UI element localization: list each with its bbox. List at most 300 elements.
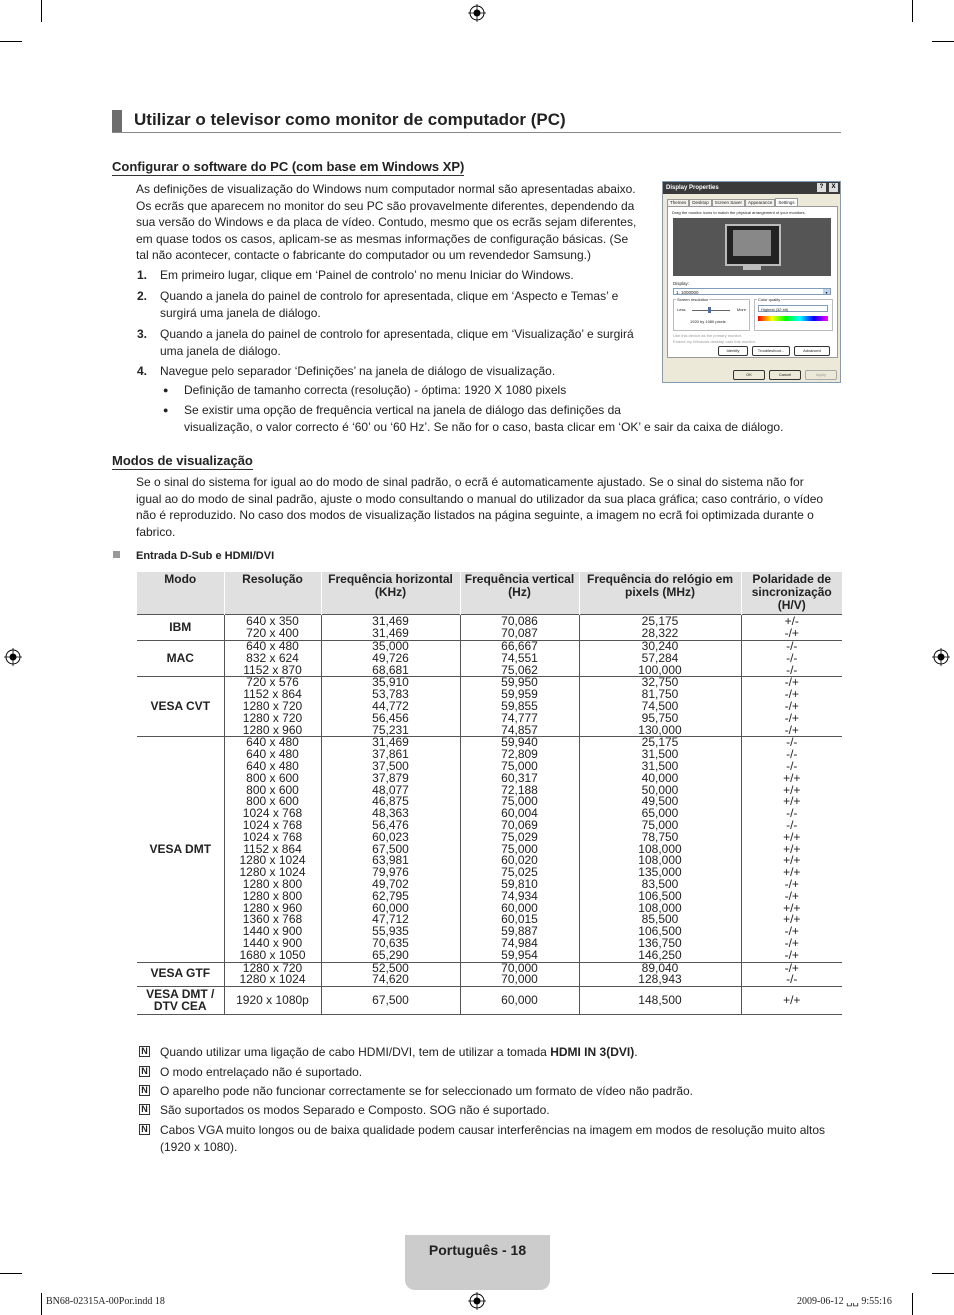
cell-value: 832 x 624 [246,650,299,665]
clk-cell [579,962,741,987]
cell-value: 70,000 [501,972,538,987]
note-line-text: O modo entrelaçado não é suportado. [160,1065,363,1079]
cell-value: -/+ [784,924,799,939]
cell-value: 1360 x 768 [242,912,303,927]
resolution-label: Screen resolution [677,297,709,302]
cell-value: 57,284 [641,650,679,665]
vf-cell [460,987,579,1015]
note-bold-text: HDMI IN 3(DVI) [550,1045,635,1059]
cell-value: -/+ [784,675,799,690]
note-line [160,1083,840,1100]
mode-cell: VESA CVT [137,677,224,737]
cell-value: 75,062 [501,662,538,677]
cell-value: 640 x 480 [246,747,299,762]
note-line [160,1139,840,1156]
section-heading-pc-software: Configurar o software do PC (com base em Windows XP) [112,159,465,174]
registration-mark-icon [932,648,950,666]
color-quality-value: Highest (32 bit) [761,307,789,312]
pol-cell [741,962,842,987]
cell-value: 1280 x 720 [242,960,303,975]
pol-cell [741,677,842,737]
table-row [137,615,842,641]
cell-value: -/+ [784,722,799,737]
hf-cell [321,962,460,987]
mode-cell: MAC [137,641,224,677]
cell-value: 81,750 [641,687,679,702]
cell-value: 52,500 [372,960,409,975]
cell-value: 53,783 [372,687,409,702]
cell-value: 640 x 480 [246,735,299,750]
cell-value: 1152 x 864 [243,687,302,702]
cell-value: -/- [786,817,798,832]
cell-value: 1280 x 960 [242,900,303,915]
resolution-value: 1920 by 1080 pixels [690,319,726,324]
cell-value: 800 x 600 [246,782,299,797]
cell-value: 48,077 [372,782,409,797]
cell-value: 106,500 [638,924,682,939]
square-bullet-icon [113,551,120,558]
cell-value: 108,000 [638,841,682,856]
ok-button[interactable]: OK [733,370,765,380]
display-modes-table [137,572,842,1015]
cell-value: 1280 x 1024 [239,853,306,868]
pol-cell [741,641,842,677]
help-button[interactable]: ? [817,183,826,192]
cell-value: 66,667 [501,639,538,653]
primary-monitor-checkbox[interactable]: Use this device as the primary monitor. [673,333,742,338]
step-number: 4. [137,364,148,378]
cell-value: 40,000 [641,770,679,785]
table-row [137,962,842,987]
hf-cell [321,641,460,677]
cell-value: +/+ [783,829,801,844]
advanced-button[interactable]: Advanced [794,346,830,356]
resolution-slider[interactable] [692,310,730,311]
note-icon: N [139,1066,150,1077]
res-cell [224,615,321,641]
bullet-text: Se existir uma opção de frequência vertical na janela de diálogo das definições da [184,403,621,417]
cell-value: 59,810 [501,876,538,891]
cell-value: +/+ [783,865,801,880]
crop-mark [912,0,913,22]
cell-value: 59,855 [501,698,538,713]
cell-value: 63,981 [372,853,409,868]
res-cell [224,677,321,737]
bullet-text: Definição de tamanho correcta (resolução) - óptima: 1920 X 1080 pixels [184,383,567,397]
table-row [137,641,842,677]
cell-value: -/- [786,735,798,750]
clk-cell [579,677,741,737]
color-quality-group [754,299,833,331]
cell-value: 74,551 [501,650,538,665]
display-select[interactable] [673,288,831,295]
cell-value: 1920 x 1080p [236,992,309,1007]
cell-value: -/- [786,806,798,821]
tab-settings[interactable]: Settings [775,198,797,206]
cell-value: 47,712 [372,912,409,927]
cell-value: 49,726 [372,650,409,665]
res-cell [224,641,321,677]
cell-value: 67,500 [372,841,409,856]
note-line-text: (1920 x 1080). [160,1139,238,1154]
cell-value: 49,500 [641,794,679,809]
registration-mark-icon [4,648,22,666]
cancel-button[interactable]: Cancel [769,370,801,380]
cell-value: -/+ [784,698,799,713]
cell-value: 25,175 [641,735,679,750]
paragraph-line: fabrico. [136,524,176,539]
clk-cell [579,737,741,962]
section-heading-display-modes: Modos de visualização [112,453,253,468]
page-number: Português - 18 [428,1242,527,1258]
step-text: surgirá uma janela de diálogo. [160,305,321,320]
cell-value: 74,620 [372,972,409,987]
table-row [137,737,842,962]
note-text [160,1064,840,1081]
res-cell [224,962,321,987]
cell-value: 75,029 [501,829,538,844]
intro-line: As definições de visualização do Windows num computador normal são apresentadas abaixo. [136,182,636,196]
color-quality-label: Color quality [758,297,781,302]
cell-value: +/+ [783,912,801,927]
color-quality-select[interactable] [758,305,828,312]
cell-value: -/+ [784,687,799,702]
table-row [137,987,842,1015]
page-title-bar [112,110,841,133]
crop-mark [41,0,42,22]
cell-value: 1440 x 900 [242,935,303,950]
cell-value: 70,069 [501,817,538,832]
cell-value: 67,500 [372,992,409,1007]
cell-value: 62,795 [372,888,409,903]
step-item [137,363,555,380]
slider-handle[interactable] [708,307,711,313]
cell-value: 1280 x 800 [242,876,303,891]
display-properties-dialog [662,181,841,383]
mode-cell: VESA GTF [137,962,224,987]
cell-value: 800 x 600 [246,794,299,809]
dialog-tabs [667,198,798,206]
cell-value: 74,777 [501,710,538,725]
note-icon: N [139,1104,150,1115]
mode-cell: VESA DMT / DTV CEA [137,987,224,1015]
cell-value: 1024 x 768 [242,817,303,832]
cell-value: 65,000 [641,806,679,821]
note-text [160,1044,840,1061]
cell-value: 70,087 [501,625,538,640]
cell-value: 75,231 [372,722,409,737]
column-header: Modo [137,572,224,615]
hf-cell [321,737,460,962]
cell-value: -/- [786,747,798,762]
cell-value: -/- [786,639,798,653]
step-text: uma janela de diálogo. [160,343,281,358]
hf-cell [321,615,460,641]
chevron-down-icon: ▾ [823,289,830,294]
file-slug: BN68-02315A-00Por.indd 18 [46,1296,165,1307]
cell-value: 1280 x 960 [242,722,303,737]
cell-value: 35,910 [372,675,409,690]
cell-value: 32,750 [641,675,679,690]
tab-desktop[interactable]: Desktop [689,199,712,207]
cell-value: 60,015 [501,912,538,927]
pol-cell [741,987,842,1015]
identify-button[interactable]: Identify [718,346,748,356]
more-label: More [736,307,746,312]
cell-value: +/+ [783,770,801,785]
cell-value: -/- [786,662,798,677]
step-number: 3. [137,327,148,341]
vf-cell [460,677,579,737]
note-line [160,1064,840,1081]
crop-mark [932,1273,954,1274]
display-modes-paragraph [136,474,823,540]
cell-value: 59,950 [501,675,538,690]
cell-value: 108,000 [638,853,682,868]
cell-value: 78,750 [641,829,679,844]
cell-value: 37,861 [372,747,409,762]
clk-cell [579,615,741,641]
cell-value: -/+ [784,960,799,975]
note-icon: N [139,1046,150,1057]
tab-themes[interactable]: Themes [667,199,689,207]
note-text [160,1083,840,1100]
mode-cell: IBM [137,615,224,641]
bullet-text: visualização, o valor correcto é ‘60’ ou ‘60 Hz’. Se não for o caso, basta clicar em ‘OK’ e sair da caixa de diálogo. [184,419,784,434]
cell-value: 31,500 [641,758,679,773]
cell-value: 83,500 [641,876,679,891]
cell-value: 70,086 [501,613,538,628]
cell-value: 31,469 [372,613,409,628]
cell-value: 72,188 [501,782,538,797]
note-line [160,1102,840,1119]
cell-value: 89,040 [641,960,679,975]
less-label: Less [677,307,686,312]
cell-value: 59,954 [501,947,538,962]
cell-value: +/+ [783,992,801,1007]
cell-value: 146,250 [638,947,682,962]
note-line [160,1122,840,1139]
cell-value: 1280 x 800 [242,888,303,903]
step-item [137,326,634,359]
cell-value: 59,940 [501,735,538,750]
cell-value: 74,984 [501,935,538,950]
cell-value: 60,000 [372,900,409,915]
cell-value: 148,500 [638,992,682,1007]
page-title: Utilizar o televisor como monitor de computador (PC) [134,110,566,129]
cell-value: 95,750 [641,710,679,725]
column-header: Resolução [224,572,321,615]
tab-appearance[interactable]: Appearance [745,199,775,207]
dialog-titlebar [663,182,840,194]
cell-value: 1280 x 720 [242,698,303,713]
close-button[interactable]: X [829,183,838,192]
note-line-text: Quando utilizar uma ligação de cabo HDMI/DVI, tem de utilizar a tomada [160,1045,551,1059]
cell-value: 1440 x 900 [242,924,303,939]
intro-paragraph [136,181,636,264]
pol-cell [741,615,842,641]
vf-cell [460,737,579,962]
registration-mark-icon [468,1292,486,1310]
cell-value: 75,000 [501,841,538,856]
step-text: Em primeiro lugar, clique em ‘Painel de controlo’ no menu Iniciar do Windows. [160,268,574,282]
cell-value: 65,290 [372,947,409,962]
column-header: Polaridade de sincronização (H/V) [741,572,842,615]
cell-value: 108,000 [638,900,682,915]
note-icon: N [139,1085,150,1096]
crop-mark [41,1293,42,1315]
clk-cell [579,987,741,1015]
cell-value: +/+ [783,900,801,915]
resolution-group [673,299,750,331]
vf-cell [460,641,579,677]
cell-value: 48,363 [372,806,409,821]
column-header: Frequência horizontal (KHz) [321,572,460,615]
cell-value: -/+ [784,625,799,640]
cell-value: 44,772 [372,698,409,713]
cell-value: 640 x 480 [246,758,299,773]
cell-value: +/- [784,613,799,628]
cell-value: 28,322 [641,625,679,640]
intro-line: sua versão do Windows e da placa de vídeo. Contudo, mesmo que os ecrãs sejam diferentes, [136,215,637,230]
note-text [160,1122,840,1155]
cell-value: 74,500 [641,698,679,713]
crop-mark [932,41,954,42]
cell-value: -/+ [784,935,799,950]
cell-value: 74,857 [501,722,538,737]
clk-cell [579,641,741,677]
cell-value: 35,000 [372,639,409,653]
cell-value: 85,500 [641,912,679,927]
cell-value: 60,004 [501,806,538,821]
monitor-icon[interactable] [725,224,781,266]
dialog-title: Display Properties [666,185,719,191]
display-label: Display: [673,281,690,286]
cell-value: -/- [786,972,798,987]
cell-value: 106,500 [638,888,682,903]
cell-value: 31,469 [372,625,409,640]
cell-value: 136,750 [638,935,682,950]
paragraph-line: igual ao do modo de sinal padrão, ajuste o modo consultando o manual do utilizador da sua placa gráfica; caso contrário, o vídeo [136,491,824,506]
step-text: Quando a janela do painel de controlo for apresentada, clique em ‘Visualização’ e surgirá [160,327,634,341]
note-line [160,1044,840,1061]
cell-value: 72,809 [501,747,538,762]
title-block-icon [112,110,122,132]
extend-desktop-checkbox[interactable]: Extend my Windows desktop onto this monitor. [673,339,756,344]
registration-mark-icon [468,4,486,22]
cell-value: 60,020 [501,853,538,868]
page-number-tab [405,1235,550,1290]
cell-value: -/+ [784,888,799,903]
note-line-text: Cabos VGA muito longos ou de baixa qualidade podem causar interferências na imagem em modos de resolução muito altos [160,1123,826,1137]
cell-value: 1280 x 1024 [239,972,306,987]
step-number: 2. [137,289,148,303]
cell-value: 31,469 [372,735,409,750]
cell-value: 100,000 [638,662,682,677]
cell-value: 1024 x 768 [242,806,303,821]
cell-value: 75,025 [501,865,538,880]
cell-value: 30,240 [641,639,679,653]
note-after-text: . [634,1045,638,1059]
cell-value: 60,000 [501,992,538,1007]
cell-value: -/- [786,650,798,665]
cell-value: 135,000 [638,865,682,880]
step-item [137,288,618,321]
bullet-item [163,382,566,399]
cell-value: 1280 x 1024 [239,865,306,880]
cell-value: 49,702 [372,876,409,891]
intro-line: Os ecrãs que aparecem no monitor do seu PC são provavelmente diferentes, dependendo da [136,198,635,213]
cell-value: 1680 x 1050 [239,947,306,962]
cell-value: 720 x 576 [246,675,299,690]
troubleshoot-button[interactable]: Troubleshoot... [752,346,790,356]
cell-value: 1280 x 720 [242,710,303,725]
pol-cell [741,737,842,962]
cell-value: 75,000 [501,794,538,809]
hf-cell [321,677,460,737]
vf-cell [460,615,579,641]
display-value: 1. 1000000 [676,290,699,295]
cell-value: 59,887 [501,924,538,939]
apply-button[interactable]: Apply [805,370,837,380]
cell-value: 1024 x 768 [242,829,303,844]
step-text: Quando a janela do painel de controlo for apresentada, clique em ‘Aspecto e Temas’ e [160,289,619,303]
cell-value: 60,023 [372,829,409,844]
intro-line: em quase todos os casos, aplicam-se as mesmas informações de configuração básicas. (Se [136,231,629,246]
cell-value: 25,175 [641,613,679,628]
step-number: 1. [137,268,148,282]
cell-value: -/+ [784,710,799,725]
cell-value: +/+ [783,782,801,797]
cell-value: 60,317 [501,770,538,785]
bullet-item [163,402,783,435]
res-cell [224,987,321,1015]
date-slug: 2009-06-12 ␣␣ 9:55:16 [797,1296,892,1307]
hf-cell [321,987,460,1015]
tab-screen-saver[interactable]: Screen Saver [712,199,745,207]
cell-value: 60,000 [501,900,538,915]
cell-value: +/+ [783,794,801,809]
intro-line: tal não acontecer, contacte o fabricante do computador ou um revendedor Samsung.) [136,248,591,263]
cell-value: 75,000 [501,758,538,773]
cell-value: +/+ [783,853,801,868]
input-label: Entrada D-Sub e HDMI/DVI [136,550,275,562]
monitor-area [673,218,831,276]
cell-value: -/- [786,758,798,773]
cell-value: 59,959 [501,687,538,702]
cell-value: 37,879 [372,770,409,785]
step-item [137,267,574,284]
crop-mark [0,41,22,42]
table-header-row [137,572,842,615]
cell-value: 128,943 [638,972,682,987]
cell-value: 70,000 [501,960,538,975]
paragraph-line: Se o sinal do sistema for igual ao do modo de sinal padrão, o ecrã é automaticamente ajustado. Se o sinal do sistema não for [136,475,804,489]
column-header: Frequência do relógio em pixels (MHz) [579,572,741,615]
cell-value: +/+ [783,841,801,856]
cell-value: 79,976 [372,865,409,880]
cell-value: 720 x 400 [246,625,299,640]
cell-value: 50,000 [641,782,679,797]
note-line-text: São suportados os modos Separado e Composto. SOG não é suportado. [160,1103,550,1117]
cell-value: 75,000 [641,817,679,832]
bullet-dot-icon: ● [163,405,169,415]
note-text [160,1102,840,1119]
cell-value: 55,935 [372,924,409,939]
step-text: Navegue pelo separador ‘Definições’ na janela de diálogo de visualização. [160,364,556,378]
cell-value: 640 x 480 [246,639,299,653]
cell-value: -/+ [784,947,799,962]
